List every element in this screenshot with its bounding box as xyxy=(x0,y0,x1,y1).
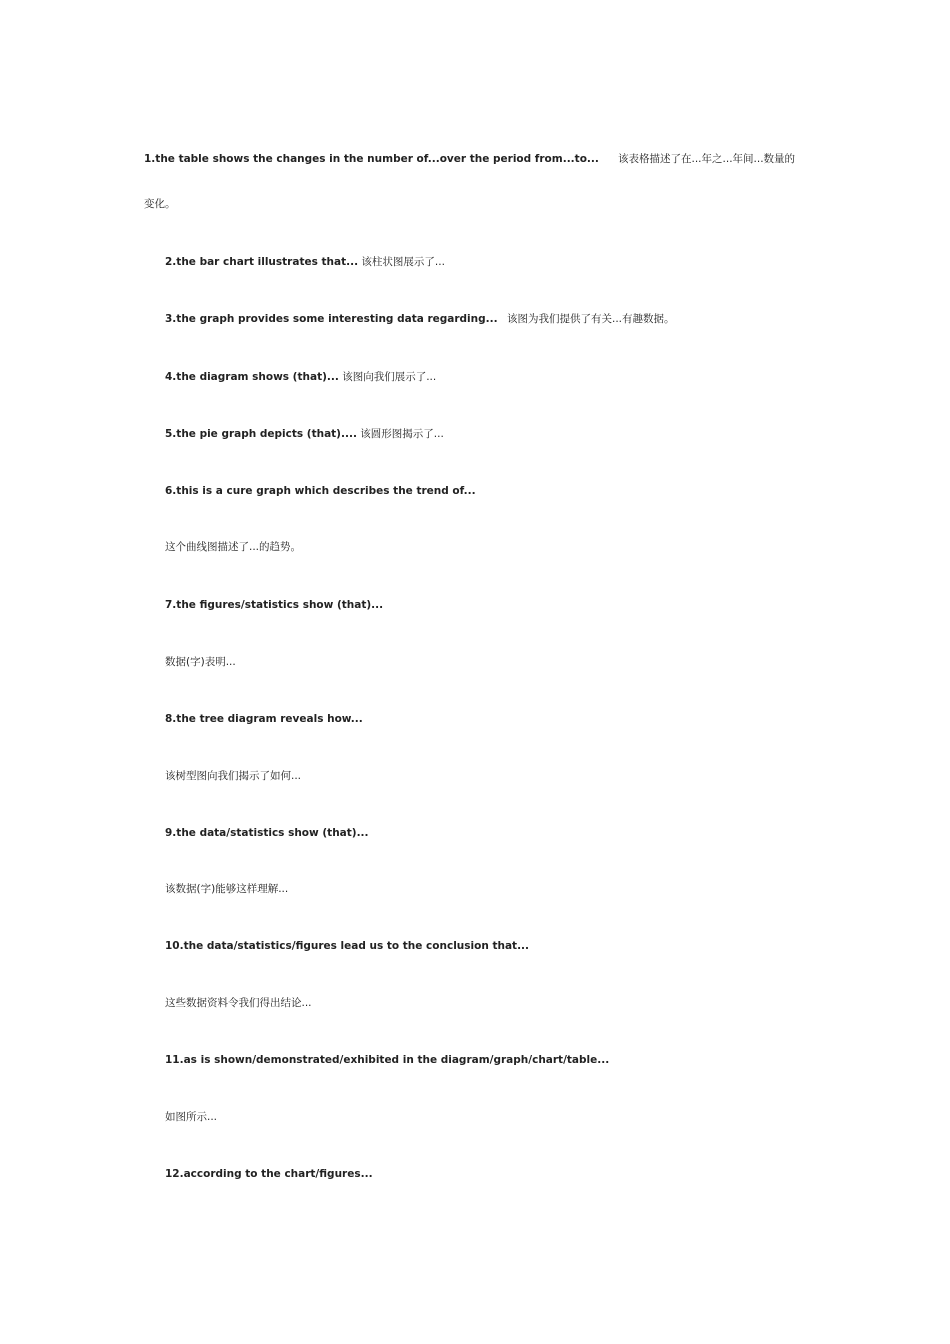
phrase-line-11 xyxy=(165,1053,609,1067)
phrase-cn: 这些数据资料令我们得出结论... xyxy=(165,997,312,1009)
phrase-cn: 这个曲线图描述了...的趋势。 xyxy=(165,541,302,553)
phrase-en: 4.the diagram shows (that)... xyxy=(165,371,339,383)
phrase-cn: 该树型图向我们揭示了如何... xyxy=(165,770,302,782)
phrase-line-3 xyxy=(165,312,498,326)
phrase-en: 12.according to the chart/figures... xyxy=(165,1168,373,1180)
phrase-translation-10 xyxy=(165,996,312,1010)
phrase-cn: 该表格描述了在...年之...年间...数量的 xyxy=(618,153,796,165)
phrase-line-9 xyxy=(165,826,369,840)
phrase-translation-1 xyxy=(618,152,795,166)
phrase-translation-7 xyxy=(165,655,236,669)
phrase-cn: 变化。 xyxy=(144,198,176,210)
phrase-en: 2.the bar chart illustrates that... xyxy=(165,256,359,268)
phrase-translation-1-cont xyxy=(144,197,176,211)
phrase-en: 3.the graph provides some interesting data regarding... xyxy=(165,313,498,325)
phrase-cn: 数据(字)表明... xyxy=(165,656,236,668)
phrase-line-8 xyxy=(165,712,363,726)
phrase-cn: 该图为我们提供了有关...有趣数据。 xyxy=(507,313,675,325)
phrase-line-5 xyxy=(165,427,444,441)
phrase-en: 8.the tree diagram reveals how... xyxy=(165,713,363,725)
phrase-en: 11.as is shown/demonstrated/exhibited in the diagram/graph/chart/table... xyxy=(165,1054,610,1066)
phrase-cn: 如图所示... xyxy=(165,1111,218,1123)
phrase-line-6 xyxy=(165,484,476,498)
phrase-translation-9 xyxy=(165,882,288,896)
phrase-line-12 xyxy=(165,1167,373,1181)
phrase-line-10 xyxy=(165,939,529,953)
phrase-translation-3 xyxy=(507,312,675,326)
phrase-cn: 该柱状图展示了... xyxy=(361,256,445,268)
phrase-line-1 xyxy=(144,152,599,166)
phrase-line-2 xyxy=(165,255,445,269)
phrase-translation-11 xyxy=(165,1110,217,1124)
phrase-translation-6 xyxy=(165,540,301,554)
phrase-line-4 xyxy=(165,370,436,384)
phrase-cn: 该数据(字)能够这样理解... xyxy=(165,883,289,895)
phrase-cn: 该图向我们展示了... xyxy=(342,371,437,383)
phrase-en: 1.the table shows the changes in the number of...over the period from...to... xyxy=(144,153,599,165)
phrase-en: 6.this is a cure graph which describes the trend of... xyxy=(165,485,476,497)
phrase-en: 7.the figures/statistics show (that)... xyxy=(165,599,384,611)
phrase-en: 9.the data/statistics show (that)... xyxy=(165,827,369,839)
phrase-line-7 xyxy=(165,598,383,612)
phrase-en: 10.the data/statistics/figures lead us to the conclusion that... xyxy=(165,940,530,952)
phrase-cn: 该圆形图揭示了... xyxy=(360,428,444,440)
phrase-en: 5.the pie graph depicts (that).... xyxy=(165,428,357,440)
phrase-translation-8 xyxy=(165,769,301,783)
